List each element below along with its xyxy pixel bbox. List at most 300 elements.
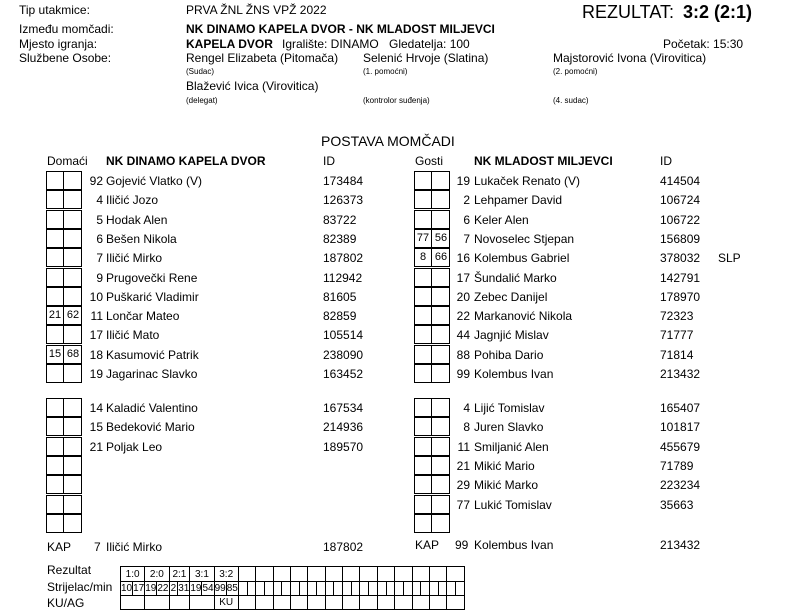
away-sub-number: 29 xyxy=(456,478,470,493)
away-player-number: 44 xyxy=(456,328,470,343)
home-sub-boxes xyxy=(46,398,82,417)
sub-min-cell xyxy=(432,269,450,286)
away-captain-name: Kolembus Ivan xyxy=(474,538,554,552)
home-player-name: Iličić Jozo xyxy=(106,193,159,208)
away-label: Gosti xyxy=(415,154,444,168)
away-player-number: 7 xyxy=(463,231,470,246)
official-role: (delegat) xyxy=(186,96,218,105)
home-player-name: Iličić Mirko xyxy=(106,251,162,266)
away-player-number: 17 xyxy=(456,270,470,285)
kuag-cell xyxy=(343,596,360,610)
away-sub-number: 11 xyxy=(457,439,470,454)
sub-min-cell xyxy=(432,365,450,382)
away-player-number: 2 xyxy=(463,193,470,208)
home-player-id: 112942 xyxy=(323,270,363,285)
away-sub-boxes xyxy=(414,495,450,514)
away-player-number: 20 xyxy=(456,289,470,304)
away-starter-boxes xyxy=(414,364,450,383)
sub-min-cell xyxy=(432,172,450,189)
sub-out-cell xyxy=(47,365,64,382)
scorer-cell: 99 xyxy=(214,583,226,594)
home-sub-id: 189570 xyxy=(323,439,364,454)
scorer-cell xyxy=(421,582,430,596)
kuag-cell xyxy=(360,596,377,610)
kuag-cell xyxy=(238,596,255,610)
away-starter-boxes xyxy=(414,268,450,287)
away-starter-boxes xyxy=(414,345,450,364)
match-type-value: PRVA ŽNL ŽNS VPŽ 2022 xyxy=(186,3,327,17)
away-sub-id: 35663 xyxy=(660,497,694,512)
away-player-name: Kolembus Gabriel xyxy=(474,251,570,266)
away-player-number: 99 xyxy=(456,367,470,381)
home-starter-boxes xyxy=(46,345,82,364)
away-starter-boxes xyxy=(414,325,450,344)
home-player-id: 82389 xyxy=(323,231,357,246)
away-sub-name: Mikić Marko xyxy=(474,478,539,493)
sub-min-cell xyxy=(64,288,82,305)
scorer-cell xyxy=(395,582,404,596)
away-player-number: 19 xyxy=(456,174,470,188)
home-starter-boxes xyxy=(46,248,82,267)
sub-out-cell xyxy=(47,438,64,455)
home-player-number: 4 xyxy=(96,193,103,208)
sub-out-cell: 8 xyxy=(415,249,432,266)
away-player-id: 378032 xyxy=(660,251,701,266)
home-sub-boxes xyxy=(46,475,82,494)
away-player-id: 142791 xyxy=(660,270,701,285)
sub-out-cell xyxy=(415,438,432,455)
kuag-label: KU/AG xyxy=(47,596,85,610)
home-player-id: 187802 xyxy=(323,251,364,266)
away-sub-name: Lukić Tomislav xyxy=(474,497,552,512)
venue-value: KAPELA DVOR xyxy=(186,37,273,51)
sub-out-cell xyxy=(415,307,432,324)
kuag-cell xyxy=(169,596,190,610)
sub-out-cell xyxy=(415,457,432,474)
scorer-label: Strijelac/min xyxy=(47,580,113,594)
home-sub-name: Kaladić Valentino xyxy=(106,401,198,415)
scorer-cell xyxy=(334,582,343,596)
score-cell-empty xyxy=(360,567,377,582)
home-player-name: Iličić Mato xyxy=(106,328,160,343)
sub-out-cell xyxy=(47,172,64,189)
score-cell-empty xyxy=(308,567,325,582)
sub-out-cell xyxy=(415,496,432,513)
away-sub-boxes xyxy=(414,417,450,436)
sub-out-cell: 21 xyxy=(47,307,64,324)
away-player-name: Keler Alen xyxy=(474,212,529,227)
home-player-id: 163452 xyxy=(323,367,364,381)
scorer-cell xyxy=(273,582,282,596)
sub-min-cell xyxy=(64,438,82,455)
scorer-cell xyxy=(247,582,256,596)
sub-min-cell xyxy=(432,418,450,435)
sub-min-cell xyxy=(64,515,82,532)
scorer-cell: 17 xyxy=(133,583,145,594)
away-player-name: Šundalić Marko xyxy=(474,270,557,285)
kickoff-value: Početak: 15:30 xyxy=(663,37,744,51)
results-grid xyxy=(120,566,465,610)
sub-out-cell xyxy=(415,326,432,343)
away-sub-number: 21 xyxy=(456,458,470,473)
kuag-cell xyxy=(145,596,169,610)
home-player-name: Lončar Mateo xyxy=(106,309,180,324)
away-player-name: Jagnjić Mislav xyxy=(474,328,549,343)
score-cell: 3:2 xyxy=(214,567,238,582)
sub-min-cell: 62 xyxy=(66,309,80,322)
ground-value: Igralište: DINAMO xyxy=(282,37,379,51)
sub-min-cell: 56 xyxy=(434,231,448,244)
sub-out-cell xyxy=(47,476,64,493)
home-player-name: Jagarinac Slavko xyxy=(106,367,198,381)
sub-min-cell xyxy=(432,476,450,493)
official-role: (Sudac) xyxy=(186,67,215,76)
scorer-cell xyxy=(429,582,438,596)
sub-out-cell: 15 xyxy=(47,346,64,363)
away-player-number: 22 xyxy=(456,309,470,324)
away-starter-boxes xyxy=(414,171,450,190)
away-starter-boxes xyxy=(414,210,450,229)
sub-min-cell xyxy=(432,457,450,474)
sub-out-cell xyxy=(415,476,432,493)
sub-min-cell xyxy=(432,307,450,324)
scorer-cell xyxy=(290,582,299,596)
sub-min-cell: 66 xyxy=(434,251,448,264)
sub-out-cell xyxy=(415,269,432,286)
away-id-header: ID xyxy=(660,154,672,168)
officials-label: Službene Osobe: xyxy=(19,51,112,65)
away-player-id: 106724 xyxy=(660,193,701,208)
score-cell-empty xyxy=(395,567,412,582)
scorer-cell xyxy=(343,582,352,596)
sub-out-cell xyxy=(47,191,64,208)
scorer-cell xyxy=(386,582,395,596)
score-cell: 2:1 xyxy=(169,567,190,582)
sub-out-cell: 77 xyxy=(415,230,432,247)
sub-out-cell xyxy=(415,191,432,208)
kuag-cell xyxy=(308,596,325,610)
home-sub-boxes xyxy=(46,417,82,436)
away-starter-boxes xyxy=(414,229,450,248)
scorer-cell xyxy=(412,582,421,596)
sub-out-cell xyxy=(47,249,64,266)
home-starter-boxes xyxy=(46,268,82,287)
official-name: Majstorović Ivona (Virovitica) xyxy=(553,51,707,65)
sub-out-cell xyxy=(47,418,64,435)
away-player-name: Lukaček Renato (V) xyxy=(474,174,581,188)
scorer-cell xyxy=(447,582,456,596)
sub-min-cell xyxy=(64,269,82,286)
home-starter-boxes xyxy=(46,325,82,344)
sub-min-cell xyxy=(64,476,82,493)
sub-out-cell xyxy=(415,211,432,228)
score-cell-empty xyxy=(256,567,273,582)
home-starter-boxes xyxy=(46,364,82,383)
scorer-cell xyxy=(308,582,317,596)
scorer-cell xyxy=(256,582,265,596)
away-sub-boxes xyxy=(414,514,450,533)
score-cell-empty xyxy=(447,567,464,582)
away-sub-id: 223234 xyxy=(660,478,701,493)
score-cell: 2:0 xyxy=(145,567,169,582)
sub-min-cell xyxy=(432,515,450,532)
home-player-number: 18 xyxy=(89,347,103,362)
kuag-cell xyxy=(447,596,464,610)
home-captain-name: Iličić Mirko xyxy=(106,540,162,554)
official-role: (1. pomoćni) xyxy=(363,67,408,76)
sub-min-cell xyxy=(64,249,82,266)
away-sub-name: Mikić Mario xyxy=(474,458,535,473)
home-starter-boxes xyxy=(46,190,82,209)
kuag-cell xyxy=(256,596,273,610)
kuag-cell xyxy=(290,596,307,610)
home-player-number: 92 xyxy=(89,174,103,188)
scorer-cell xyxy=(438,582,447,596)
scorer-cell: 2 xyxy=(170,583,177,594)
spectators-value: Gledatelja: 100 xyxy=(389,37,470,51)
sub-min-cell: 68 xyxy=(66,347,80,360)
official-role: (kontrolor suđenja) xyxy=(363,96,430,105)
scorer-cell xyxy=(317,582,326,596)
scorer-cell: 19 xyxy=(190,583,202,594)
kuag-cell xyxy=(412,596,429,610)
teams-label: Između momčadi: xyxy=(19,22,114,36)
home-sub-id: 167534 xyxy=(323,401,364,415)
sub-out-cell xyxy=(47,515,64,532)
teams-value: NK DINAMO KAPELA DVOR - NK MLADOST MILJEVCI xyxy=(186,22,495,36)
home-sub-number: 15 xyxy=(89,420,103,435)
home-sub-name: Bedeković Mario xyxy=(106,420,195,435)
home-player-id: 105514 xyxy=(323,328,364,343)
kuag-cell xyxy=(121,596,145,610)
sub-out-cell xyxy=(47,269,64,286)
sub-min-cell xyxy=(432,326,450,343)
sub-out-cell xyxy=(47,399,64,416)
away-player-name: Markanović Nikola xyxy=(474,309,573,324)
home-player-number: 19 xyxy=(89,367,103,381)
home-player-name: Bešen Nikola xyxy=(106,231,177,246)
home-sub-boxes xyxy=(46,456,82,475)
home-captain-id: 187802 xyxy=(323,540,364,554)
home-sub-boxes xyxy=(46,437,82,456)
sub-min-cell xyxy=(432,288,450,305)
away-starter-boxes xyxy=(414,287,450,306)
scorer-cell xyxy=(369,582,378,596)
away-sub-id: 101817 xyxy=(660,420,701,435)
official-role: (2. pomoćni) xyxy=(553,67,598,76)
sub-min-cell xyxy=(64,457,82,474)
home-player-name: Hodak Alen xyxy=(106,212,168,227)
result-label: REZULTAT: xyxy=(582,2,675,22)
sub-min-cell xyxy=(432,191,450,208)
scorer-cell: 85 xyxy=(226,583,238,594)
home-sub-number: 21 xyxy=(89,439,103,454)
away-player-name: Novoselec Stjepan xyxy=(474,231,575,246)
away-sub-boxes xyxy=(414,456,450,475)
result-value: 3:2 (2:1) xyxy=(683,2,753,22)
away-sub-name: Lijić Tomislav xyxy=(474,401,545,415)
sub-out-cell xyxy=(415,346,432,363)
away-player-id: 71814 xyxy=(660,347,694,362)
home-id-header: ID xyxy=(323,154,335,168)
scorer-cell xyxy=(377,582,386,596)
scorer-cell: 10 xyxy=(121,583,133,594)
away-player-id: 71777 xyxy=(660,328,694,343)
sub-out-cell xyxy=(47,496,64,513)
kuag-cell xyxy=(325,596,342,610)
sub-min-cell xyxy=(64,211,82,228)
sub-min-cell xyxy=(64,496,82,513)
sub-out-cell xyxy=(415,172,432,189)
home-player-name: Puškarić Vladimir xyxy=(106,289,199,304)
away-team-name: NK MLADOST MILJEVCI xyxy=(474,154,613,168)
away-player-id: 414504 xyxy=(660,174,701,188)
home-player-id: 82859 xyxy=(323,309,357,324)
home-player-id: 83722 xyxy=(323,212,357,227)
home-player-number: 10 xyxy=(89,289,103,304)
sub-min-cell xyxy=(64,418,82,435)
home-player-number: 5 xyxy=(96,212,103,227)
home-starter-boxes xyxy=(46,171,82,190)
away-sub-name: Juren Slavko xyxy=(474,420,544,435)
home-sub-boxes xyxy=(46,495,82,514)
scorer-cell xyxy=(299,582,308,596)
score-cell-empty xyxy=(377,567,394,582)
home-player-number: 6 xyxy=(96,231,103,246)
scorer-cell xyxy=(238,582,247,596)
score-cell-empty xyxy=(412,567,429,582)
official-name: Blažević Ivica (Virovitica) xyxy=(186,79,319,93)
score-cell-empty xyxy=(238,567,255,582)
sub-min-cell xyxy=(432,399,450,416)
score-cell: 1:0 xyxy=(121,567,145,582)
sub-min-cell xyxy=(64,172,82,189)
sub-out-cell xyxy=(415,399,432,416)
home-player-id: 81605 xyxy=(323,289,357,304)
sub-out-cell xyxy=(415,418,432,435)
scorer-cell xyxy=(351,582,360,596)
away-player-note: SLP xyxy=(718,251,741,266)
away-player-id: 213432 xyxy=(660,367,701,381)
away-sub-number: 8 xyxy=(463,420,470,435)
away-player-id: 156809 xyxy=(660,231,701,246)
sub-out-cell xyxy=(47,230,64,247)
home-sub-name: Poljak Leo xyxy=(106,439,163,454)
score-cell-empty xyxy=(343,567,360,582)
away-sub-name: Smiljanić Alen xyxy=(474,439,549,454)
sub-out-cell xyxy=(47,288,64,305)
scorer-cell: 31 xyxy=(178,583,190,594)
away-sub-boxes xyxy=(414,398,450,417)
match-type-label: Tip utakmice: xyxy=(19,3,90,17)
scorer-cell xyxy=(282,582,291,596)
away-starter-boxes xyxy=(414,248,450,267)
home-player-id: 173484 xyxy=(323,174,364,188)
sub-min-cell xyxy=(432,496,450,513)
away-player-name: Pohiba Dario xyxy=(474,347,544,362)
away-sub-id: 165407 xyxy=(660,401,701,415)
home-player-number: 7 xyxy=(96,251,103,266)
sub-min-cell xyxy=(64,230,82,247)
kuag-cell xyxy=(429,596,446,610)
sub-out-cell xyxy=(47,457,64,474)
scorer-cell xyxy=(456,582,465,596)
sub-out-cell xyxy=(415,515,432,532)
sub-out-cell xyxy=(415,288,432,305)
home-starter-boxes xyxy=(46,210,82,229)
home-sub-id: 214936 xyxy=(323,420,364,435)
kuag-cell xyxy=(377,596,394,610)
away-starter-boxes xyxy=(414,306,450,325)
score-cell-empty xyxy=(273,567,290,582)
sub-out-cell xyxy=(47,211,64,228)
sub-min-cell xyxy=(64,365,82,382)
sub-min-cell xyxy=(64,399,82,416)
sub-min-cell xyxy=(432,211,450,228)
score-cell-empty xyxy=(325,567,342,582)
home-player-name: Kasumović Patrik xyxy=(106,347,199,362)
scorer-cell xyxy=(325,582,334,596)
kuag-cell: KU xyxy=(214,596,238,610)
sub-out-cell xyxy=(415,365,432,382)
sub-min-cell xyxy=(432,438,450,455)
away-starter-boxes xyxy=(414,190,450,209)
away-player-number: 16 xyxy=(456,251,470,266)
home-player-name: Gojević Vlatko (V) xyxy=(106,174,203,188)
sub-min-cell xyxy=(64,191,82,208)
home-starter-boxes xyxy=(46,287,82,306)
section-title: POSTAVA MOMČADI xyxy=(321,133,455,149)
home-sub-boxes xyxy=(46,514,82,533)
home-player-name: Prugovečki Rene xyxy=(106,270,198,285)
away-player-number: 88 xyxy=(456,347,470,362)
away-sub-number: 4 xyxy=(463,401,470,415)
sub-min-cell xyxy=(64,326,82,343)
away-captain-id: 213432 xyxy=(660,538,701,552)
scorer-cell xyxy=(403,582,412,596)
score-cell: 3:1 xyxy=(190,567,214,582)
scorer-cell: 19 xyxy=(145,583,157,594)
score-cell-empty xyxy=(290,567,307,582)
sub-out-cell xyxy=(47,326,64,343)
home-player-id: 238090 xyxy=(323,347,364,362)
away-player-name: Lehpamer David xyxy=(474,193,563,208)
away-sub-number: 77 xyxy=(456,497,470,512)
away-player-name: Kolembus Ivan xyxy=(474,367,554,381)
away-sub-boxes xyxy=(414,437,450,456)
venue-label: Mjesto igranja: xyxy=(19,37,98,51)
away-player-id: 72323 xyxy=(660,309,694,324)
away-player-id: 106722 xyxy=(660,212,701,227)
kuag-cell xyxy=(395,596,412,610)
away-captain-number: 99 xyxy=(455,538,469,552)
results-label: Rezultat xyxy=(47,563,92,577)
home-team-name: NK DINAMO KAPELA DVOR xyxy=(106,154,266,168)
scorer-cell xyxy=(264,582,273,596)
home-player-id: 126373 xyxy=(323,193,364,208)
home-captain-label: KAP xyxy=(47,540,72,554)
away-sub-id: 71789 xyxy=(660,458,694,473)
away-sub-boxes xyxy=(414,475,450,494)
home-captain-number: 7 xyxy=(94,540,101,554)
home-label: Domaći xyxy=(47,154,88,168)
home-starter-boxes xyxy=(46,229,82,248)
away-sub-id: 455679 xyxy=(660,439,701,454)
sub-min-cell xyxy=(432,346,450,363)
kuag-cell xyxy=(273,596,290,610)
home-player-number: 9 xyxy=(96,270,103,285)
official-name: Selenić Hrvoje (Slatina) xyxy=(363,51,489,65)
